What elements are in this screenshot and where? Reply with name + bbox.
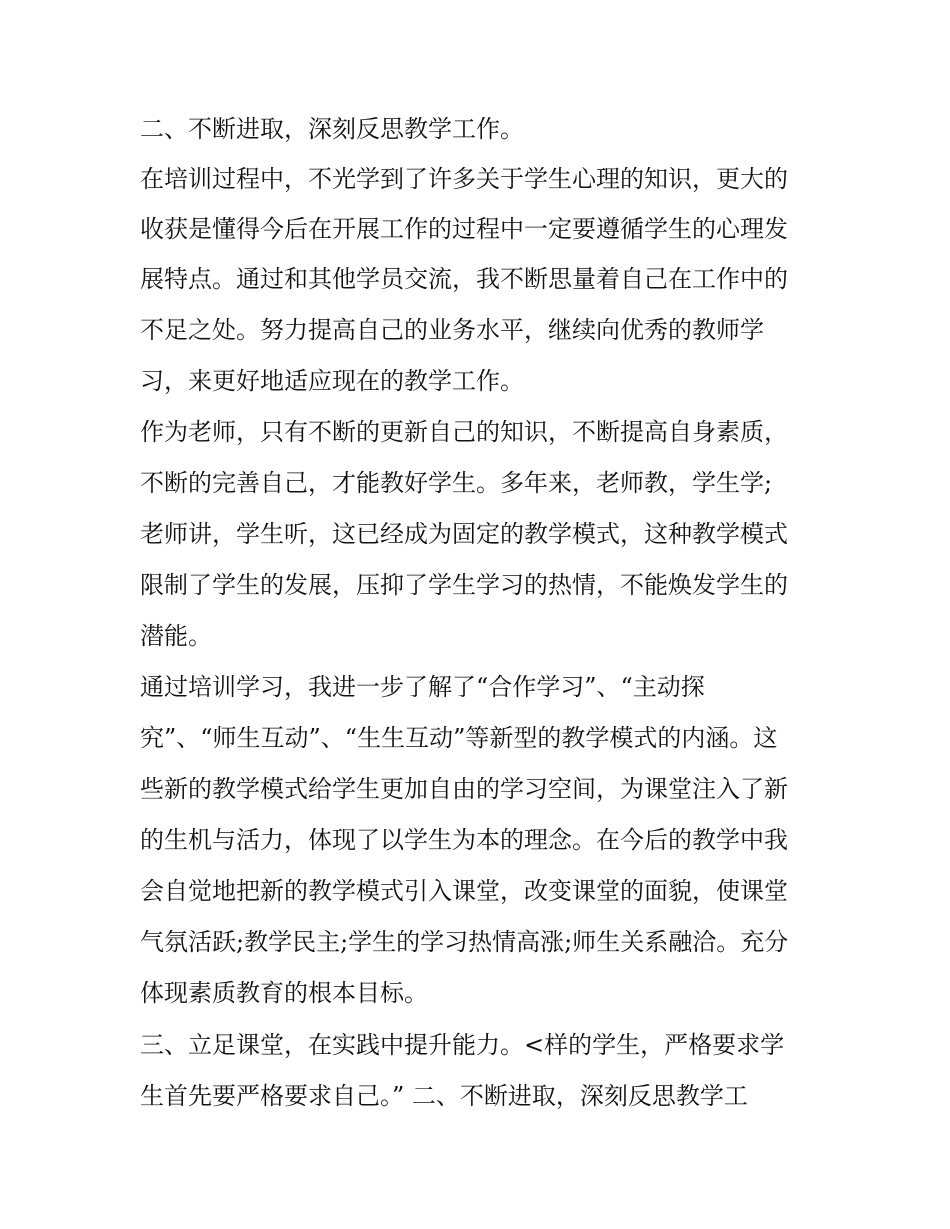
paragraph-line: 潜能。 (140, 622, 212, 650)
paragraph-line: 究”、“师生互动”、“生生互动”等新型的教学模式的内涵。这 (140, 724, 778, 752)
paragraph-line: 限制了学生的发展，压抑了学生学习的热情，不能焕发学生的 (140, 571, 788, 599)
paragraph-line: 老师讲，学生听，这已经成为固定的教学模式，这种教学模式 (140, 520, 788, 548)
paragraph-line: 通过培训学习，我进一步了解了“合作学习”、“主动探 (140, 673, 705, 701)
paragraph-line: 些新的教学模式给学生更加自由的学习空间，为课堂注入了新 (140, 775, 788, 803)
section-heading-3: 三、立足课堂，在实践中提升能力。<样的学生，严格要求学 (140, 1031, 785, 1059)
paragraph-line: 不足之处。努力提高自己的业务水平，继续向优秀的教师学 (140, 316, 764, 344)
paragraph-line: 生首先要严格要求自己。” 二、不断进取，深刻反思教学工 (140, 1082, 748, 1110)
paragraph-line: 收获是懂得今后在开展工作的过程中一定要遵循学生的心理发 (140, 215, 788, 243)
paragraph-line: 会自觉地把新的教学模式引入课堂，改变课堂的面貌，使课堂 (140, 877, 788, 905)
paragraph-line: 体现素质教育的根本目标。 (140, 979, 428, 1007)
paragraph-line: 习，来更好地适应现在的教学工作。 (140, 367, 524, 395)
paragraph-line: 的生机与活力，体现了以学生为本的理念。在今后的教学中我 (140, 826, 788, 854)
paragraph-line: 气氛活跃;教学民主;学生的学习热情高涨;师生关系融洽。充分 (140, 928, 789, 956)
paragraph-line: 在培训过程中，不光学到了许多关于学生心理的知识，更大的 (140, 165, 788, 193)
section-heading-2: 二、不断进取，深刻反思教学工作。 (140, 115, 524, 143)
paragraph-line: 展特点。通过和其他学员交流，我不断思量着自己在工作中的 (140, 265, 788, 293)
paragraph-line: 作为老师，只有不断的更新自己的知识，不断提高自身素质， (140, 418, 788, 446)
paragraph-line: 不断的完善自己，才能教好学生。多年来，老师教，学生学; (140, 469, 773, 497)
